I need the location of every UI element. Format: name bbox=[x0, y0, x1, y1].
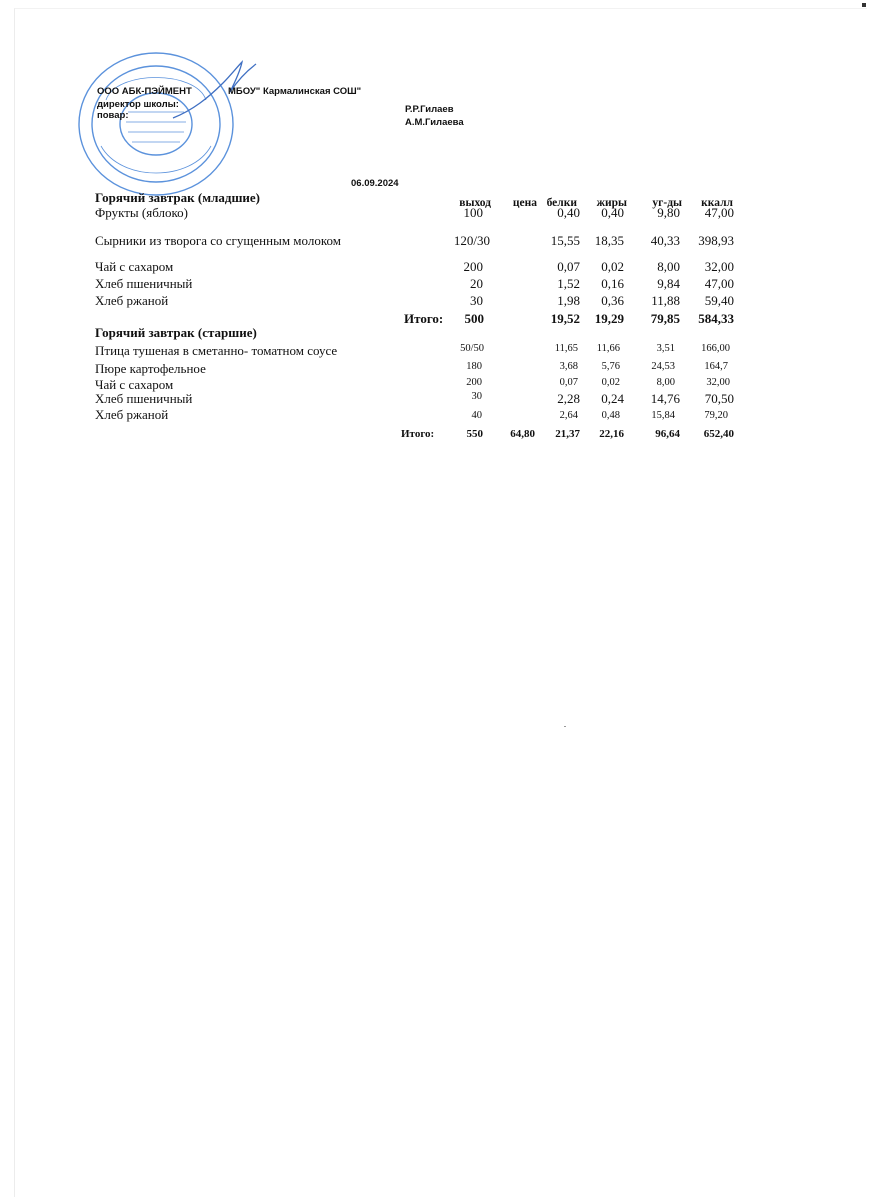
cook-label: повар: bbox=[97, 110, 129, 121]
total-yield: 550 bbox=[466, 428, 483, 440]
dish-name: Птица тушеная в сметанно- томатном соусе bbox=[95, 343, 338, 358]
total-carbs: 79,85 bbox=[650, 311, 680, 326]
director-label: директор школы: bbox=[97, 99, 179, 110]
dish-fat: 0,16 bbox=[601, 276, 624, 291]
dish-protein: 2,28 bbox=[557, 391, 580, 406]
dish-kcal: 47,00 bbox=[704, 205, 734, 220]
total-label: Итого: bbox=[404, 311, 444, 326]
dish-kcal: 32,00 bbox=[706, 377, 730, 388]
dish-carbs: 15,84 bbox=[651, 410, 675, 421]
dish-fat: 0,36 bbox=[601, 293, 624, 308]
section-title-senior: Горячий завтрак (старшие) bbox=[95, 325, 257, 340]
dish-fat: 18,35 bbox=[594, 233, 624, 248]
dish-name: Сырники из творога со сгущенным молоком bbox=[95, 233, 341, 248]
total-carbs: 96,64 bbox=[655, 428, 680, 440]
dish-name: Хлеб ржаной bbox=[95, 407, 169, 422]
dish-yield: 30 bbox=[471, 391, 482, 402]
total-kcal: 652,40 bbox=[703, 428, 734, 440]
dish-carbs: 8,00 bbox=[656, 377, 675, 388]
dish-carbs: 24,53 bbox=[651, 361, 675, 372]
total-protein: 19,52 bbox=[550, 311, 580, 326]
table-row bbox=[0, 293, 873, 309]
dish-yield: 100 bbox=[463, 205, 483, 220]
dish-carbs: 9,80 bbox=[657, 205, 680, 220]
dish-yield: 200 bbox=[466, 377, 482, 388]
menu-date: 06.09.2024 bbox=[351, 178, 399, 189]
table-row bbox=[0, 259, 873, 275]
dish-fat: 5,76 bbox=[601, 361, 620, 372]
dish-name: Хлеб пшеничный bbox=[95, 391, 193, 406]
column-header-yield: выход bbox=[459, 197, 491, 209]
scan-speck bbox=[564, 726, 566, 727]
table-row bbox=[0, 343, 873, 359]
dish-protein: 11,65 bbox=[554, 343, 578, 354]
column-header-kcal: ккалл bbox=[701, 197, 733, 209]
dish-fat: 11,66 bbox=[596, 343, 620, 354]
total-yield: 500 bbox=[464, 311, 484, 326]
dish-fat: 0,02 bbox=[601, 377, 620, 388]
dish-fat: 0,48 bbox=[601, 410, 620, 421]
dish-carbs: 40,33 bbox=[650, 233, 680, 248]
section-title-junior: Горячий завтрак (младшие) bbox=[95, 190, 261, 205]
dish-protein: 0,40 bbox=[557, 205, 580, 220]
total-row-senior bbox=[0, 428, 873, 444]
dish-carbs: 11,88 bbox=[651, 293, 680, 308]
dish-protein: 15,55 bbox=[550, 233, 580, 248]
dish-protein: 1,52 bbox=[557, 276, 580, 291]
cook-name: А.М.Гилаева bbox=[405, 117, 464, 128]
school-name: МБОУ" Кармалинская СОШ" bbox=[228, 86, 362, 97]
dish-carbs: 8,00 bbox=[657, 259, 680, 274]
dish-kcal: 47,00 bbox=[704, 276, 734, 291]
dish-kcal: 398,93 bbox=[698, 233, 734, 248]
dish-kcal: 59,40 bbox=[704, 293, 734, 308]
table-row bbox=[0, 391, 873, 407]
total-kcal: 584,33 bbox=[698, 311, 734, 326]
dish-yield: 50/50 bbox=[460, 343, 484, 354]
dish-yield: 20 bbox=[470, 276, 483, 291]
dish-protein: 0,07 bbox=[559, 377, 578, 388]
dish-kcal: 164,7 bbox=[704, 361, 728, 372]
dish-kcal: 70,50 bbox=[704, 391, 734, 406]
dish-yield: 180 bbox=[466, 361, 482, 372]
total-fat: 19,29 bbox=[594, 311, 624, 326]
column-header-carbs: уг-ды bbox=[652, 197, 682, 209]
dish-protein: 3,68 bbox=[559, 361, 578, 372]
org-name: ООО АБК-ПЭЙМЕНТ bbox=[97, 86, 192, 97]
table-row bbox=[0, 361, 873, 377]
scan-mark bbox=[862, 3, 866, 7]
table-row bbox=[0, 233, 873, 249]
total-price: 64,80 bbox=[510, 428, 535, 440]
dish-name: Хлеб ржаной bbox=[95, 293, 169, 308]
dish-kcal: 32,00 bbox=[704, 259, 734, 274]
column-header-fat: жиры bbox=[596, 197, 627, 209]
dish-protein: 1,98 bbox=[557, 293, 580, 308]
dish-kcal: 166,00 bbox=[701, 343, 730, 354]
dish-name: Хлеб пшеничный bbox=[95, 276, 193, 291]
dish-name: Чай с сахаром bbox=[95, 259, 174, 274]
dish-fat: 0,40 bbox=[601, 205, 624, 220]
table-row bbox=[0, 276, 873, 292]
dish-protein: 0,07 bbox=[557, 259, 580, 274]
column-header-protein: белки bbox=[546, 197, 577, 209]
total-protein: 21,37 bbox=[555, 428, 580, 440]
table-row bbox=[0, 407, 873, 426]
dish-name: Пюре картофельное bbox=[95, 361, 206, 376]
dish-yield: 120/30 bbox=[453, 233, 490, 248]
total-fat: 22,16 bbox=[599, 428, 624, 440]
dish-name: Чай с сахаром bbox=[95, 377, 174, 392]
dish-carbs: 3,51 bbox=[656, 343, 675, 354]
dish-yield: 40 bbox=[471, 410, 482, 421]
dish-carbs: 9,84 bbox=[657, 276, 680, 291]
dish-yield: 30 bbox=[470, 293, 483, 308]
director-name: Р.Р.Гилаев bbox=[405, 104, 454, 115]
total-label: Итого: bbox=[401, 428, 435, 440]
dish-name: Фрукты (яблоко) bbox=[95, 205, 188, 220]
dish-carbs: 14,76 bbox=[650, 391, 680, 406]
table-row bbox=[0, 205, 873, 221]
dish-fat: 0,02 bbox=[601, 259, 624, 274]
dish-protein: 2,64 bbox=[559, 410, 578, 421]
dish-yield: 200 bbox=[463, 259, 483, 274]
column-header-price: цена bbox=[512, 197, 537, 209]
dish-fat: 0,24 bbox=[601, 391, 624, 406]
dish-kcal: 79,20 bbox=[704, 410, 728, 421]
